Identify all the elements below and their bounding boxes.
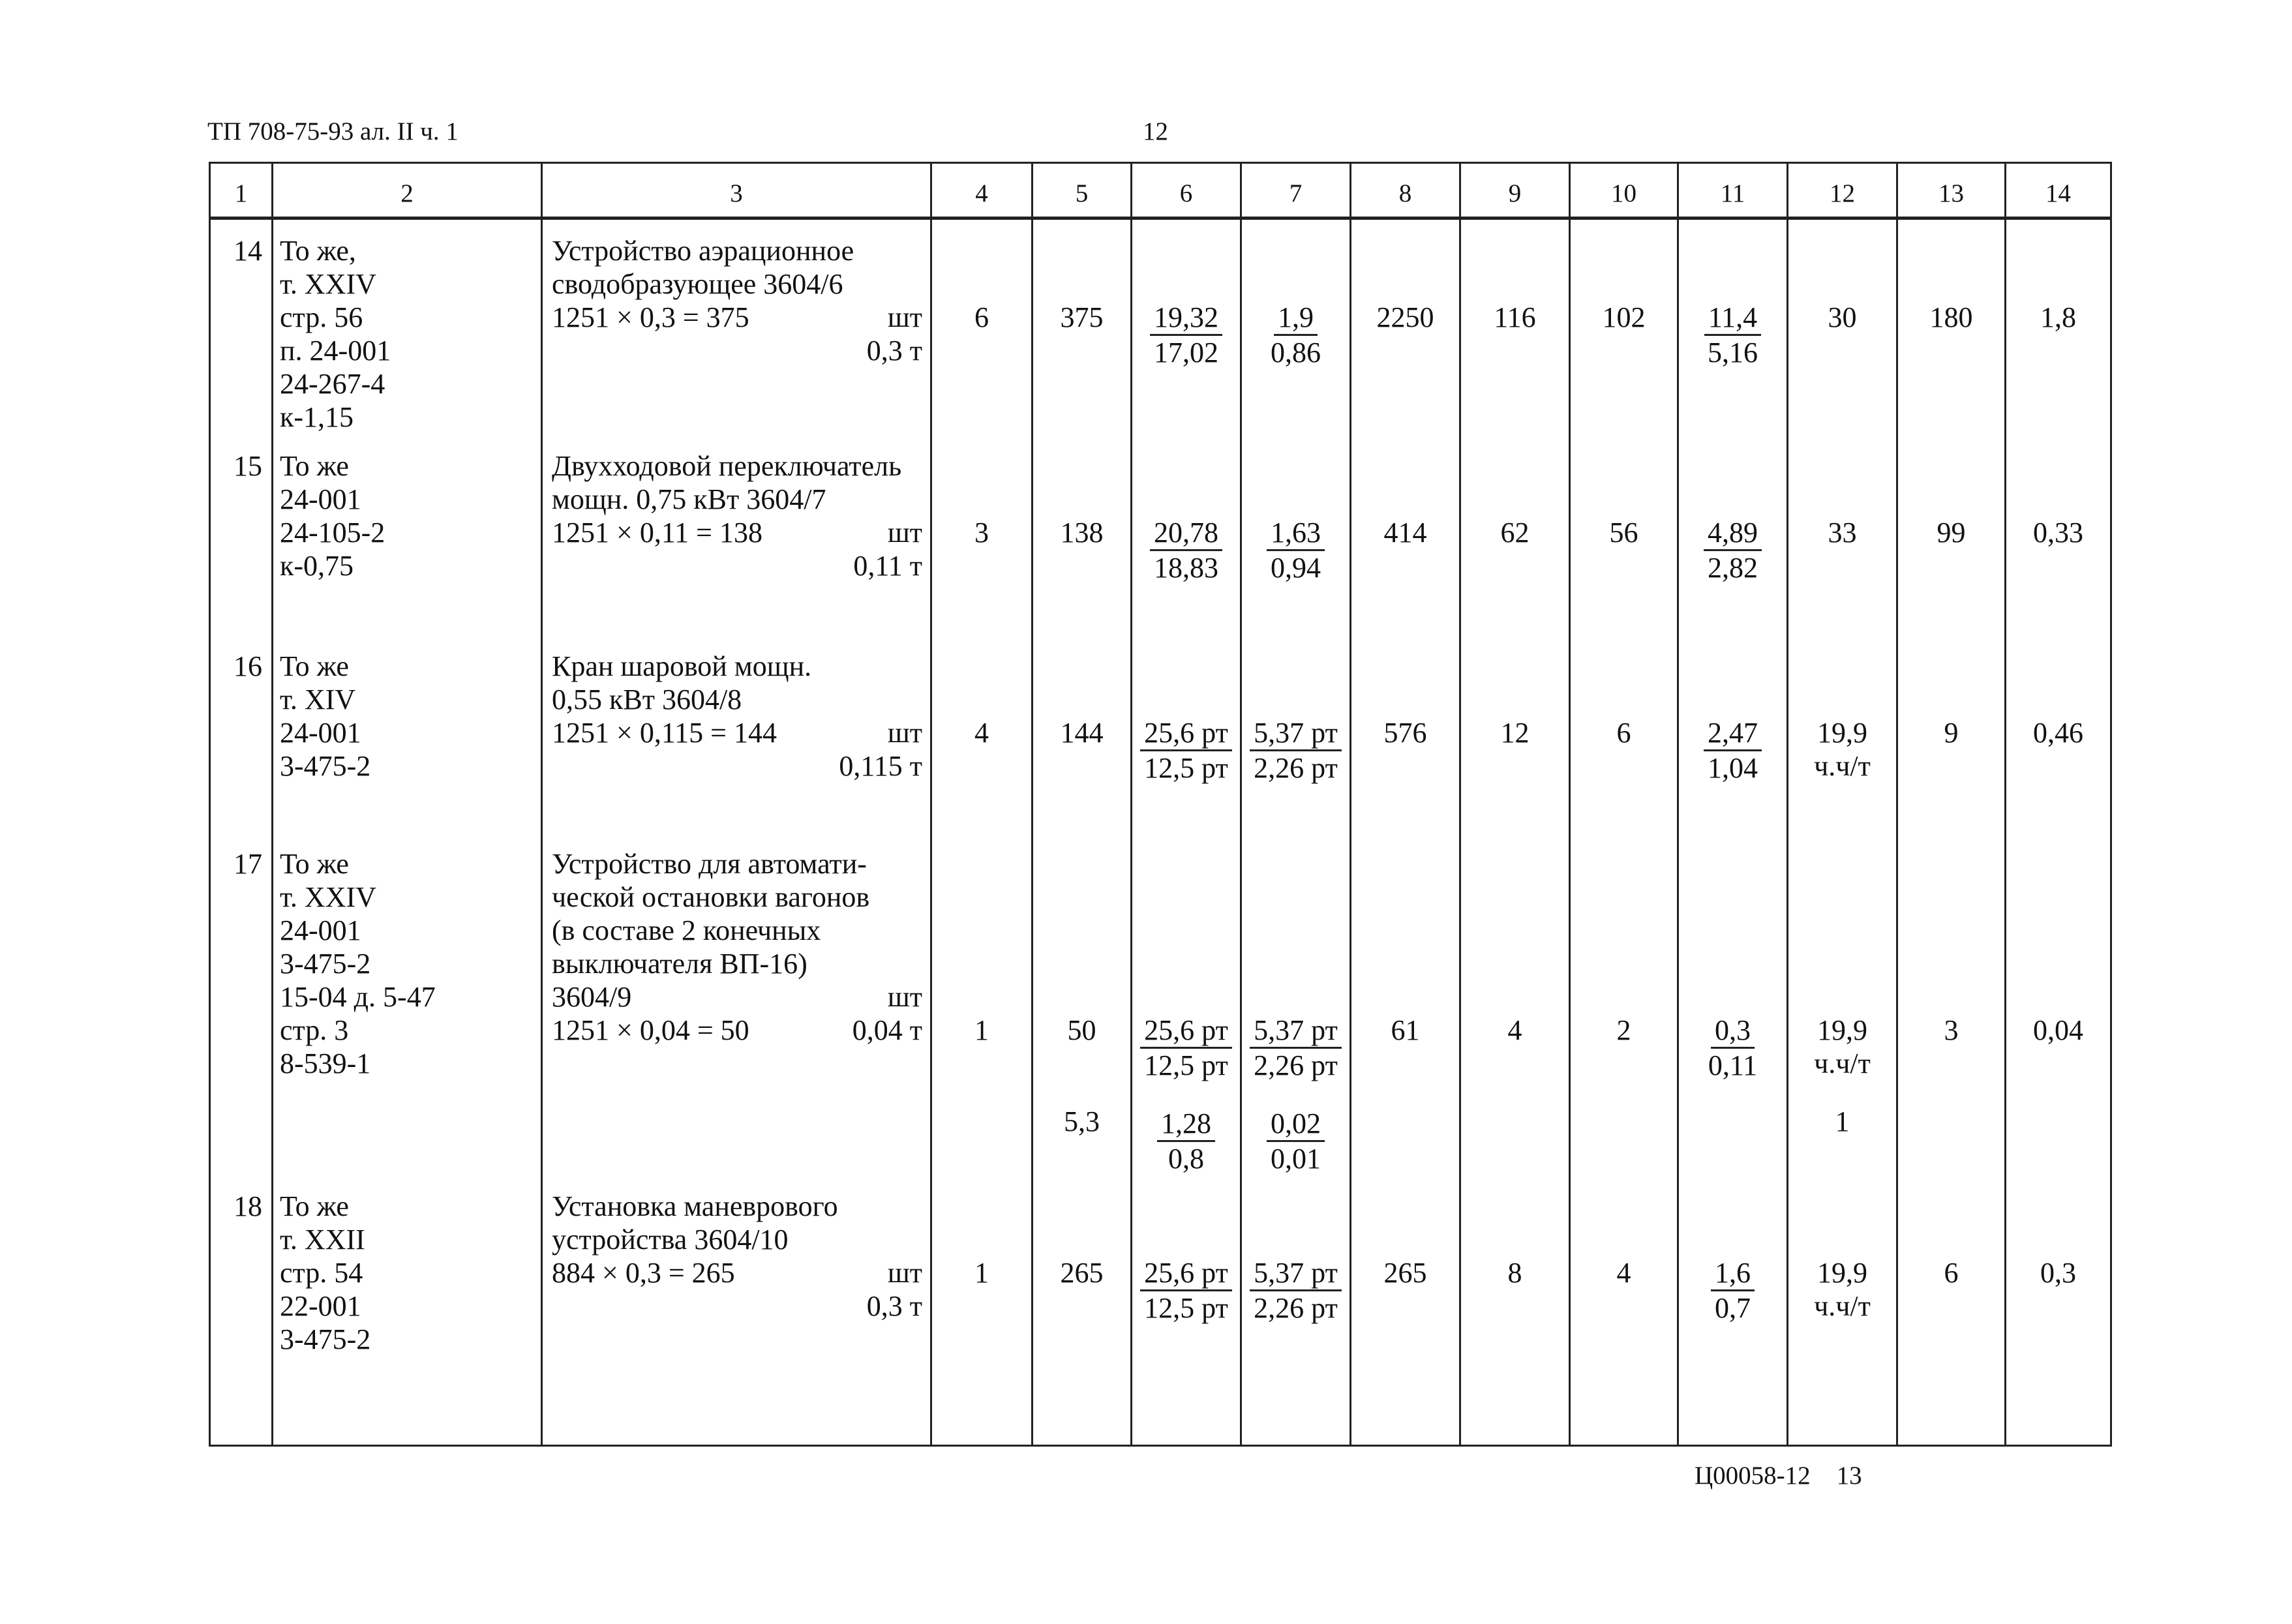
col9-cell: 8 [1460,1175,1570,1446]
row-number: 16 [210,635,273,833]
col5-cell: 265 [1033,1175,1132,1446]
fraction: $\frac{4,89}{2,82}$ [1704,516,1762,584]
col11-cell [1678,833,1788,1175]
col7-cell [1241,635,1351,833]
document-code: ТП 708-75-93 ал. II ч. 1 [207,117,459,145]
fraction: $\frac{5,37 рт}{2,26 рт}$ [1250,716,1342,785]
table-row [210,833,2111,1175]
footer-number: 13 [1836,1462,1862,1490]
col8-cell: 414 [1351,435,1460,635]
col4-cell: 1 [931,1175,1033,1446]
row-number: 17 [210,833,273,1175]
fraction: $\frac{1,28}{0,8}$ [1157,1107,1215,1175]
fraction: $\frac{20,78}{18,83}$ [1150,516,1222,584]
col11-cell [1678,635,1788,833]
col13-cell: 99 [1897,435,2006,635]
description-cell: Устройство для автомати- ческой остановки вагонов (в составе 2 конечных выключателя ВП-16) 3604/9 шт 1251 × 0,04 = 50 0,04 т [542,833,931,1175]
col5-cell: 144 [1033,635,1132,833]
column-header: 8 [1351,163,1460,218]
col8-cell: 576 [1351,635,1460,833]
col4-cell: 4 [931,635,1033,833]
row-number: 18 [210,1175,273,1446]
footer-code: Ц00058-12 [1695,1462,1811,1490]
col4-cell: 1 [931,833,1033,1175]
col9-cell: 62 [1460,435,1570,635]
col5-cell: 138 [1033,435,1132,635]
description-cell: Установка маневрового устройства 3604/10 884 × 0,3 = 265 шт 0,3 т [542,1175,931,1446]
col10-cell: 6 [1570,635,1678,833]
table-row [210,1175,2111,1446]
fraction: $\frac{1,6}{0,7}$ [1711,1256,1755,1325]
col14-cell: 0,04 [2006,833,2111,1175]
fraction: $\frac{5,37 рт}{2,26 рт}$ [1250,1256,1342,1325]
reference-cell: То же т. XXII стр. 54 22-001 3-475-2 [273,1175,542,1446]
fraction: $\frac{0,02}{0,01}$ [1267,1107,1325,1175]
column-header: 5 [1033,163,1132,218]
column-header: 3 [542,163,931,218]
fraction: $\frac{0,3}{0,11}$ [1708,1014,1758,1081]
fraction: $\frac{19,32}{17,02}$ [1150,301,1222,369]
column-header: 4 [931,163,1033,218]
row-number: 15 [210,435,273,635]
col13-cell: 180 [1897,218,2006,436]
col5-cell: 375 [1033,218,1132,436]
reference-cell: То же 24-001 24-105-2 к-0,75 [273,435,542,635]
col10-cell: 56 [1570,435,1678,635]
col11-cell [1678,435,1788,635]
col12-cell: 33 [1788,435,1897,635]
column-header: 14 [2006,163,2111,218]
col10-cell: 102 [1570,218,1678,436]
col14-cell: 0,33 [2006,435,2111,635]
reference-cell: То же, т. XXIV стр. 56 п. 24-001 24-267-4 к-1,15 [273,218,542,436]
column-header: 7 [1241,163,1351,218]
column-header: 6 [1132,163,1241,218]
fraction: $\frac{5,37 рт}{2,26 рт}$ [1250,1014,1342,1082]
col4-cell: 3 [931,435,1033,635]
col6-cell [1132,218,1241,436]
column-header: 10 [1570,163,1678,218]
col7-cell [1241,1175,1351,1446]
col12-cell: 19,9 ч.ч/т [1788,1175,1897,1446]
fraction: $\frac{1,9}{0,86}$ [1271,301,1321,368]
footer-stamp [1695,1463,1862,1488]
fraction: $\frac{1,63}{0,94}$ [1267,516,1325,584]
row-number: 14 [210,218,273,436]
col6-cell [1132,635,1241,833]
col12-cell: 19,9 ч.ч/т [1788,635,1897,833]
col14-cell: 0,46 [2006,635,2111,833]
fraction: $\frac{11,4}{5,16}$ [1704,301,1762,369]
col5-cell: 50 5,3 [1033,833,1132,1175]
col13-cell: 3 [1897,833,2006,1175]
fraction: $\frac{25,6 рт}{12,5 рт}$ [1140,1256,1232,1325]
col14-cell: 0,3 [2006,1175,2111,1446]
column-header: 1 [210,163,273,218]
col12-cell: 30 [1788,218,1897,436]
description-cell: Двухходовой переключатель мощн. 0,75 кВт 3604/7 1251 × 0,11 = 138 шт 0,11 т [542,435,931,635]
col6-cell [1132,435,1241,635]
col8-cell: 265 [1351,1175,1460,1446]
col9-cell: 116 [1460,218,1570,436]
col12-cell: 19,9 ч.ч/т 1 [1788,833,1897,1175]
col11-cell [1678,1175,1788,1446]
fraction: $\frac{25,6 рт}{12,5 рт}$ [1140,716,1232,785]
reference-cell: То же т. XIV 24-001 3-475-2 [273,635,542,833]
col9-cell: 4 [1460,833,1570,1175]
col6-cell [1132,833,1241,1175]
fraction: $\frac{2,47}{1,04}$ [1704,716,1762,785]
col8-cell: 2250 [1351,218,1460,436]
description-cell: Устройство аэрационное сводобразующее 3604/6 1251 × 0,3 = 375 шт 0,3 т [542,218,931,436]
col7-cell [1241,435,1351,635]
reference-cell: То же т. XXIV 24-001 3-475-2 15-04 д. 5-47 стр. 3 8-539-1 [273,833,542,1175]
col13-cell: 9 [1897,635,2006,833]
column-header: 9 [1460,163,1570,218]
col7-cell [1241,833,1351,1175]
col9-cell: 12 [1460,635,1570,833]
col10-cell: 2 [1570,833,1678,1175]
col8-cell: 61 [1351,833,1460,1175]
column-header: 2 [273,163,542,218]
column-header: 11 [1678,163,1788,218]
table-row [210,435,2111,635]
estimate-table [209,162,2112,1447]
page-number: 12 [1143,117,1168,145]
col10-cell: 4 [1570,1175,1678,1446]
table-row [210,218,2111,436]
fraction: $\frac{25,6 рт}{12,5 рт}$ [1140,1014,1232,1082]
column-header: 13 [1897,163,2006,218]
col13-cell: 6 [1897,1175,2006,1446]
col7-cell [1241,218,1351,436]
column-header: 12 [1788,163,1897,218]
description-cell: Кран шаровой мощн. 0,55 кВт 3604/8 1251 × 0,115 = 144 шт 0,115 т [542,635,931,833]
col11-cell [1678,218,1788,436]
col4-cell: 6 [931,218,1033,436]
col14-cell: 1,8 [2006,218,2111,436]
column-header-row [210,163,2111,218]
table-row [210,635,2111,833]
col6-cell [1132,1175,1241,1446]
